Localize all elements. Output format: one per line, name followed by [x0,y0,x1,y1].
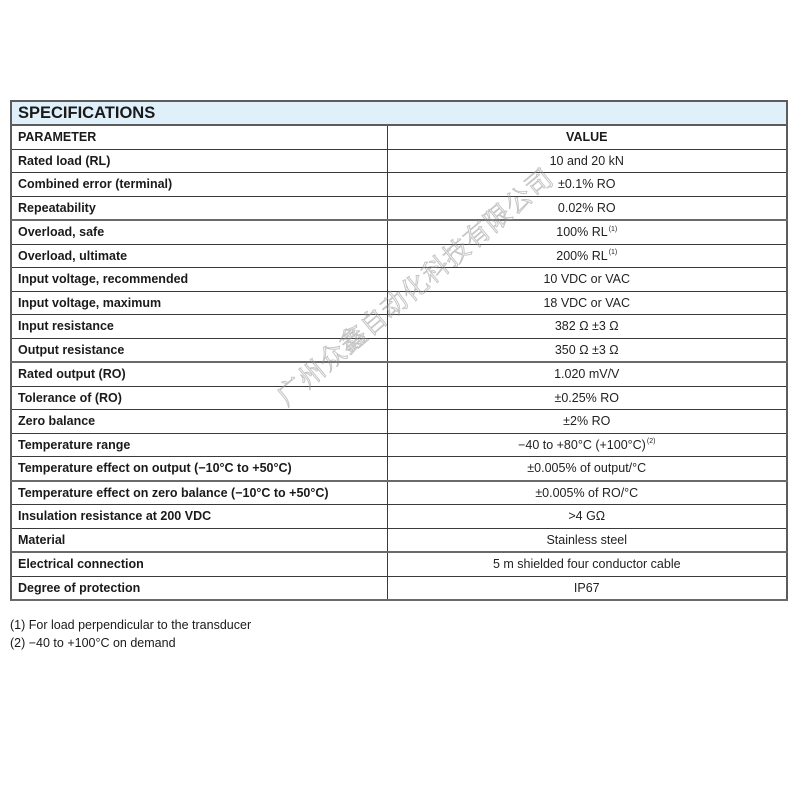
value-cell [387,505,787,529]
value-cell [387,552,787,576]
parameter-cell: Rated load (RL) [11,149,387,173]
value-text: ±0.005% of RO/°C [535,485,639,500]
value-cell [387,528,787,552]
table-row [11,291,787,315]
parameter-cell: Electrical connection [11,552,387,576]
table-row [11,528,787,552]
table-row [11,149,787,173]
parameter-cell: Input voltage, maximum [11,291,387,315]
table-row [11,244,787,268]
value-text: 1.020 mV/V [554,367,620,381]
footnote-1: (1) For load perpendicular to the transducer [10,618,252,632]
value-cell [387,362,787,386]
parameter-cell: Rated output (RO) [11,362,387,386]
value-cell [387,410,787,434]
value-text: 5 m shielded four conductor cable [492,557,681,571]
table-row [11,552,787,576]
table-row [11,220,787,244]
footnote-reference: (1) [608,225,618,233]
parameter-column-header: PARAMETER [11,125,387,149]
header-row [11,125,787,149]
table-row [11,457,787,481]
value-text: 100% RL [556,225,608,239]
table-row [11,481,787,505]
parameter-cell: Output resistance [11,338,387,362]
parameter-cell: Input voltage, recommended [11,268,387,292]
watermark-text: 广州众鑫自动化科技有限公司 [271,163,561,412]
parameter-cell: Input resistance [11,315,387,339]
parameter-cell: Tolerance of (RO) [11,386,387,410]
title-row [11,101,787,125]
value-text: 0.02% RO [557,200,616,215]
value-cell [387,576,787,600]
specifications-body [11,149,787,600]
footnote-2: (2) −40 to +100°C on demand [10,636,176,650]
value-text: 10 VDC or VAC [543,272,631,286]
footnote-reference: (2) [646,438,656,446]
value-cell [387,338,787,362]
table-row [11,338,787,362]
value-text: ±0.005% of output/°C [527,461,647,475]
table-row [11,362,787,386]
value-text: 350 Ω ±3 Ω [554,342,619,357]
table-row [11,268,787,292]
value-cell [387,220,787,244]
table-row [11,196,787,220]
parameter-cell: Overload, safe [11,220,387,244]
value-cell [387,291,787,315]
value-text: >4 GΩ [568,509,606,523]
table-row [11,386,787,410]
parameter-cell: Temperature effect on zero balance (−10°C to +50°C) [11,481,387,505]
parameter-cell: Material [11,528,387,552]
parameter-cell: Zero balance [11,410,387,434]
parameter-cell: Combined error (terminal) [11,173,387,197]
parameter-cell: Temperature effect on output (−10°C to +50°C) [11,457,387,481]
footnote-reference: (1) [608,249,618,257]
table-row [11,173,787,197]
table-row [11,315,787,339]
parameter-cell: Degree of protection [11,576,387,600]
value-cell [387,149,787,173]
value-cell [387,315,787,339]
table-row [11,505,787,529]
value-cell [387,196,787,220]
parameter-cell: Repeatability [11,196,387,220]
specifications-table [10,100,788,601]
value-text: 10 and 20 kN [549,153,624,168]
value-cell [387,481,787,505]
parameter-cell: Insulation resistance at 200 VDC [11,505,387,529]
value-cell [387,457,787,481]
footnotes [10,616,251,652]
table-row [11,433,787,457]
value-cell [387,244,787,268]
parameter-cell: Overload, ultimate [11,244,387,268]
table-row [11,410,787,434]
table-title: SPECIFICATIONS [11,101,787,125]
value-text: 382 Ω ±3 Ω [554,319,619,333]
value-cell [387,268,787,292]
value-cell [387,173,787,197]
table-row [11,576,787,600]
value-text: ±0.25% RO [554,390,620,405]
value-column-header: VALUE [387,125,787,149]
value-text: 18 VDC or VAC [543,295,631,310]
value-text: −40 to +80°C (+100°C) [518,437,646,452]
value-cell [387,433,787,457]
parameter-cell: Temperature range [11,433,387,457]
value-text: Stainless steel [546,532,628,547]
value-text: IP67 [573,580,600,595]
value-text: ±0.1% RO [557,177,616,191]
value-text: ±2% RO [563,414,611,428]
value-cell [387,386,787,410]
value-text: 200% RL [556,248,608,263]
